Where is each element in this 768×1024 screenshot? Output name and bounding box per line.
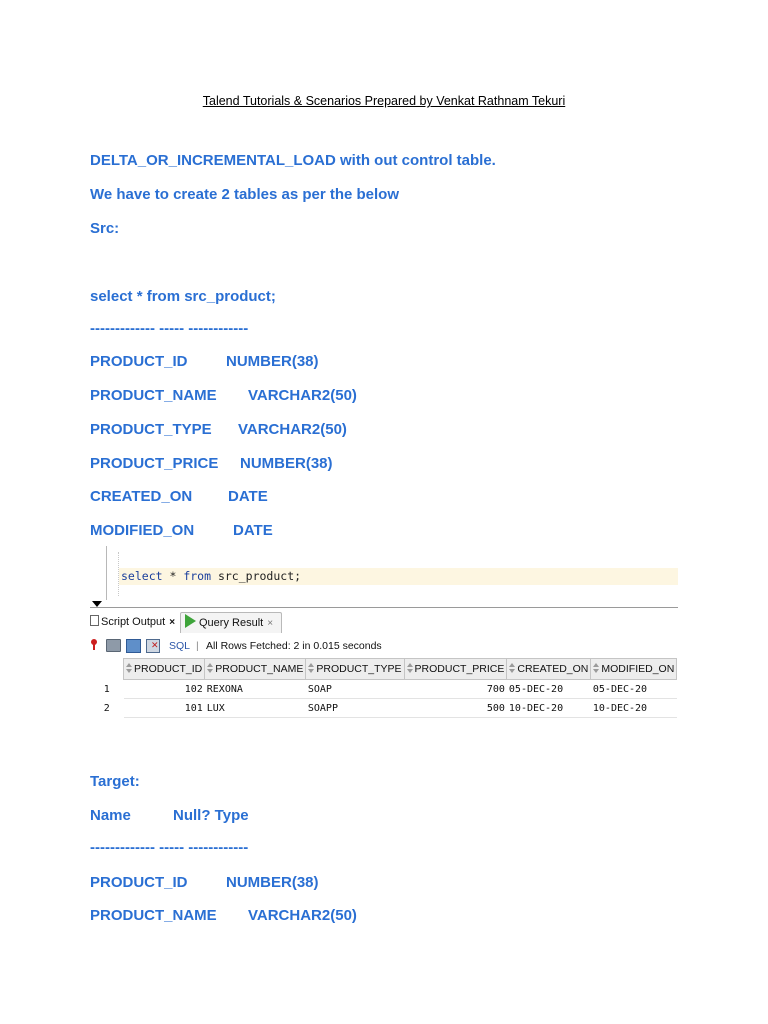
column-name: PRODUCT_TYPE <box>90 421 212 438</box>
sort-icon <box>308 663 314 673</box>
grid-cell[interactable]: 101 <box>124 699 205 718</box>
column-name: PRODUCT_PRICE <box>90 455 219 472</box>
export-icon[interactable] <box>126 639 141 653</box>
grid-header-row <box>90 659 677 680</box>
pin-icon[interactable] <box>91 639 98 648</box>
grid-cell[interactable]: 10-DEC-20 <box>507 699 591 718</box>
table-row[interactable] <box>90 680 677 699</box>
grid-cell[interactable]: 05-DEC-20 <box>591 680 677 699</box>
heading-create-tables: We have to create 2 tables as per the below <box>90 186 400 203</box>
script-icon <box>90 615 99 626</box>
tab-query-result[interactable] <box>180 612 282 633</box>
page-title: Talend Tutorials & Scenarios Prepared by Venkat Rathnam Tekuri <box>202 94 566 108</box>
target-label: Target: <box>90 773 140 790</box>
column-name: PRODUCT_NAME <box>90 387 217 404</box>
src-column-row <box>90 421 347 438</box>
column-header[interactable]: CREATED_ON <box>507 659 591 680</box>
column-header[interactable]: PRODUCT_TYPE <box>306 659 404 680</box>
grid-cell[interactable]: SOAP <box>306 680 404 699</box>
tab-label: Query Result <box>199 617 264 629</box>
column-type: NUMBER(38) <box>226 874 319 891</box>
sort-icon <box>593 663 599 673</box>
keyword-select: select <box>121 569 163 583</box>
row-number: 2 <box>103 702 110 714</box>
src-label: Src: <box>90 220 120 237</box>
grid-cell[interactable]: 700 <box>404 680 507 699</box>
toolbar-separator: | <box>196 640 199 652</box>
close-icon[interactable]: × <box>267 618 274 629</box>
header-type: Type <box>214 807 249 824</box>
src-column-row <box>90 522 273 539</box>
sort-icon <box>126 663 132 673</box>
tab-label: Script Output <box>101 616 166 628</box>
star: * <box>162 569 184 583</box>
grid-cell[interactable]: REXONA <box>205 680 306 699</box>
table-row[interactable] <box>90 699 677 718</box>
grid-cell[interactable]: 500 <box>404 699 507 718</box>
sort-icon <box>509 663 515 673</box>
src-column-row <box>90 353 319 370</box>
query-result-grid <box>90 658 677 718</box>
fetch-status: All Rows Fetched: 2 in 0.015 seconds <box>206 640 382 652</box>
target-separator: ------------- ----- ------------ <box>90 839 249 856</box>
column-type: NUMBER(38) <box>226 353 319 370</box>
column-header[interactable]: MODIFIED_ON <box>591 659 677 680</box>
row-number-header <box>90 659 124 680</box>
header-name: Name <box>90 807 131 824</box>
column-name: PRODUCT_NAME <box>90 907 217 924</box>
sort-icon <box>207 663 213 673</box>
column-name: PRODUCT_ID <box>90 353 188 370</box>
column-type: VARCHAR2(50) <box>248 907 357 924</box>
sql-code-line[interactable] <box>119 568 678 585</box>
column-name: PRODUCT_ID <box>90 874 188 891</box>
column-type: DATE <box>233 522 273 539</box>
close-icon[interactable]: × <box>169 617 176 628</box>
grid-cell[interactable]: 05-DEC-20 <box>507 680 591 699</box>
sort-icon <box>407 663 413 673</box>
row-number: 1 <box>103 683 110 695</box>
src-separator: ------------- ----- ------------ <box>90 320 249 337</box>
src-query: select * from src_product; <box>90 288 276 305</box>
tab-script-output[interactable] <box>90 612 178 632</box>
grid-cell[interactable]: LUX <box>205 699 306 718</box>
table-name: src_product; <box>211 569 302 583</box>
play-icon <box>185 614 196 628</box>
column-name: CREATED_ON <box>90 488 193 505</box>
column-header[interactable]: PRODUCT_ID <box>124 659 205 680</box>
column-type: NUMBER(38) <box>240 455 333 472</box>
column-name: MODIFIED_ON <box>90 522 195 539</box>
keyword-from: from <box>183 569 212 583</box>
column-type: VARCHAR2(50) <box>248 387 357 404</box>
src-column-row <box>90 488 268 505</box>
sql-editor[interactable] <box>93 546 678 600</box>
grid-cell[interactable]: SOAPP <box>306 699 404 718</box>
editor-gutter <box>106 546 107 600</box>
target-column-row <box>90 907 357 924</box>
src-column-row <box>90 455 333 472</box>
target-column-row <box>90 874 319 891</box>
result-toolbar <box>90 635 678 657</box>
sql-button[interactable]: SQL <box>169 640 191 652</box>
pane-divider[interactable] <box>90 607 678 608</box>
print-icon[interactable] <box>106 639 121 652</box>
column-type: VARCHAR2(50) <box>238 421 347 438</box>
header-null: Null? <box>173 807 211 824</box>
column-header[interactable]: PRODUCT_NAME <box>205 659 306 680</box>
heading-delta-load: DELTA_OR_INCREMENTAL_LOAD with out control table. <box>90 152 496 169</box>
column-type: DATE <box>228 488 268 505</box>
output-tabs <box>90 610 678 634</box>
clear-grid-icon[interactable] <box>146 639 160 653</box>
grid-cell[interactable]: 102 <box>124 680 205 699</box>
grid-cell[interactable]: 10-DEC-20 <box>591 699 677 718</box>
column-header[interactable]: PRODUCT_PRICE <box>404 659 507 680</box>
src-column-row <box>90 387 357 404</box>
target-header <box>90 807 249 824</box>
